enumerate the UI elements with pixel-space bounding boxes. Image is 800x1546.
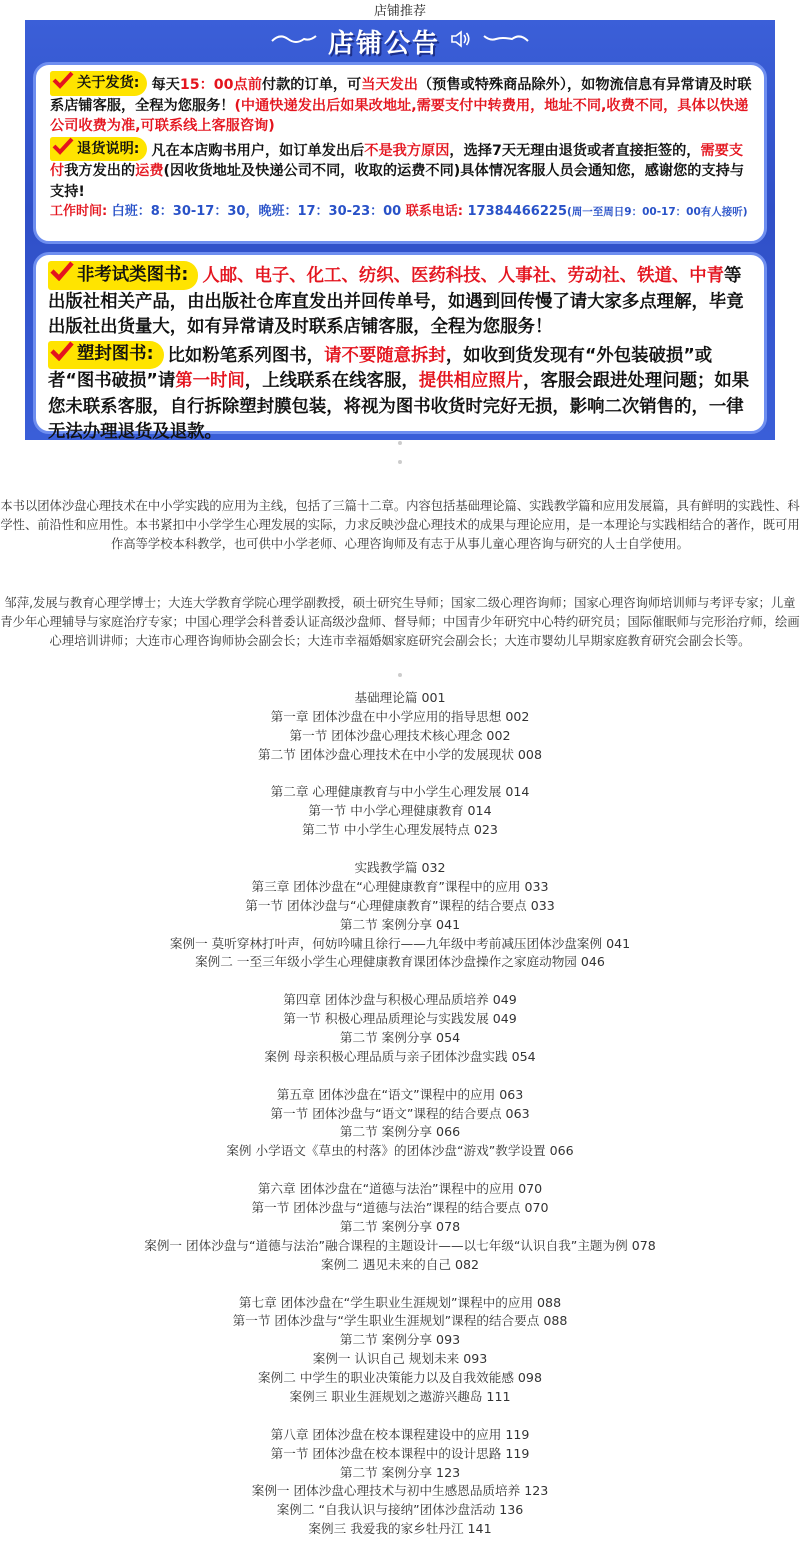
toc-entry: 第七章 团体沙盘在“学生职业生涯规划”课程中的应用 088: [238, 1294, 562, 1310]
toc-entry: 案例一 莫听穿林打叶声，何妨吟啸且徐行——九年级中考前减压团体沙盘案例 041: [169, 935, 631, 951]
check-icon: [50, 341, 74, 370]
swirl-ornament-icon: [482, 31, 530, 51]
toc-entry: 第一节 积极心理品质理论与实践发展 049: [283, 1011, 517, 1027]
books-notice-card: [33, 252, 767, 442]
work-time-line: 工作时间: 白班：8：30-17：30，晚班：17：30-23：00 联系电话: 17384466225(周一至周日9：00-17：00有人接听): [50, 204, 748, 219]
check-icon: [52, 71, 74, 96]
toc-entry: 案例二 中学生的职业决策能力以及自我效能感 098: [258, 1370, 542, 1386]
toc-entry: 第二节 案例分享 123: [339, 1464, 461, 1480]
toc-entry: 第二节 团体沙盘心理技术在中小学的发展现状 008: [258, 746, 542, 762]
separator-dot: [396, 664, 404, 683]
book-description: 本书以团体沙盘心理技术在中小学实践的应用为主线，包括了三篇十二章。内容包括基础理论篇、实践教学篇和应用发展篇，具有鲜明的实践性、科学性、前沿性和应用性。本书紧扣中小学学生心理发展的实际，力求反映沙盘心理技术的成果与理论应用，是一本理论与实践相结合的著作，既可用作高等学校本科教学，也可供中小学老师、心理咨询师及有志于从事儿童心理咨询与研究的人士自学使用。: [0, 499, 800, 551]
toc-entry: 案例一 团体沙盘心理技术与初中生感恩品质培养 123: [251, 1483, 549, 1499]
toc-entry: 第五章 团体沙盘在“语文”课程中的应用 063: [276, 1086, 524, 1102]
author-bio: 邹萍,发展与教育心理学博士；大连大学教育学院心理学副教授，硕士研究生导师；国家二级心理咨询师；国家心理咨询师培训师与考评专家；儿童青少年心理辅导与家庭治疗专家；中国心理学会科普委认证高级沙盘师、督导师；中国青少年研究中心特约研究员；国际催眠师与完形治疗师，绘画心理培训讲师；大连市心理咨询师协会副会长；大连市幸福婚姻家庭研究会副会长；大连市婴幼儿早期家庭教育研究会副会长等。: [0, 596, 800, 648]
toc-gap: [0, 1067, 800, 1086]
toc-entry: 实践教学篇 032: [354, 860, 446, 876]
toc-entry: 第四章 团体沙盘与积极心理品质培养 049: [283, 992, 517, 1008]
toc-entry: 第一节 团体沙盘与“学生职业生涯规划”课程的结合要点 088: [232, 1313, 568, 1329]
shop-notice-banner: [25, 20, 775, 440]
toc-entry: 第一节 团体沙盘在校本课程中的设计思路 119: [270, 1445, 530, 1461]
toc-entry: 案例二 一至三年级小学生心理健康教育课团体沙盘操作之家庭动物园 046: [195, 954, 605, 970]
toc-entry: 案例 小学语文《草虫的村落》的团体沙盘“游戏”教学设置 066: [226, 1143, 574, 1159]
banner-title-row: [25, 24, 775, 58]
shipping-notice-card: [33, 62, 767, 244]
toc-entry: 第一节 团体沙盘与“心理健康教育”课程的结合要点 033: [245, 897, 555, 913]
return-tag: 退货说明:: [50, 137, 147, 162]
toc-gap: [0, 1407, 800, 1426]
toc-entry: 第一节 团体沙盘与“语文”课程的结合要点 063: [270, 1105, 530, 1121]
toc-entry: 第一章 团体沙盘在中小学应用的指导思想 002: [270, 708, 530, 724]
toc-entry: 案例二 “自我认识与接纳”团体沙盘活动 136: [276, 1502, 524, 1518]
toc-gap: [0, 972, 800, 991]
check-icon: [52, 137, 74, 162]
toc-entry: 案例三 职业生涯规划之遨游兴趣岛 111: [289, 1388, 511, 1404]
toc-entry: 第三章 团体沙盘在“心理健康教育”课程中的应用 033: [251, 878, 549, 894]
separator-dots: [395, 440, 405, 470]
toc-entry: 案例一 团体沙盘与“道德与法治”融合课程的主题设计——以七年级“认识自我”主题为例 078: [144, 1237, 656, 1253]
toc-gap: [0, 765, 800, 784]
toc-entry: 第二节 案例分享 078: [339, 1218, 461, 1234]
speaker-icon: [450, 29, 472, 53]
toc-entry: 案例一 认识自己 规划未来 093: [312, 1351, 488, 1367]
toc-gap: [0, 840, 800, 859]
toc-gap: [0, 1161, 800, 1180]
check-icon: [50, 261, 74, 290]
toc-entry: 第一节 团体沙盘心理技术核心理念 002: [289, 727, 511, 743]
toc-entry: 第一节 中小学心理健康教育 014: [308, 803, 492, 819]
toc-entry: 第二节 案例分享 054: [339, 1030, 461, 1046]
banner-title: 店铺公告: [327, 28, 440, 59]
non-exam-tag: 非考试类图书:: [48, 261, 198, 290]
toc-entry: 第一节 团体沙盘与“道德与法治”课程的结合要点 070: [251, 1200, 549, 1216]
shop-recommend-heading: 店铺推荐: [373, 4, 426, 19]
toc-entry: 案例三 我爱我的家乡牡丹江 141: [308, 1521, 492, 1537]
shipping-notice: 关于发货: 每天15：00点前付款的订单，可当天发出（预售或特殊商品除外），如物流信息有异常请及时联系店铺客服，全程为您服务！(中通快递发出后如果改地址,需要支付中转费用，地址不同,收费不同，具体以快递公司收费为准,可联系线上客服咨询): [50, 71, 754, 137]
sealed-tag: 塑封图书:: [48, 341, 164, 370]
toc-entry: 第二节 案例分享 093: [339, 1332, 461, 1348]
return-notice: 退货说明: 凡在本店购书用户，如订单发出后不是我方原因，选择7天无理由退货或者直接拒签的，需要支付我方发出的运费(因收货地址及快递公司不同，收取的运费不同)具体情况客服人员会通知您，感谢您的支持与支持!: [50, 137, 754, 203]
toc-entry: 第二节 案例分享 041: [339, 916, 461, 932]
toc-entry: 案例二 遇见未来的自己 082: [321, 1256, 479, 1272]
table-of-contents: [0, 689, 800, 1539]
sealed-books-notice: 塑封图书: 比如粉笔系列图书，请不要随意拆封，如收到货发现有“外包装破损”或者“图书破损”请第一时间，上线联系在线客服，提供相应照片，客服会跟进处理问题；如果您未联系客服，自行拆除塑封膜包装，将视为图书收货时完好无损，影响二次销售的，一律无法办理退货及退款。: [48, 341, 756, 446]
toc-entry: 第二节 案例分享 066: [339, 1124, 461, 1140]
toc-entry: 基础理论篇 001: [354, 690, 446, 705]
shipping-tag: 关于发货:: [50, 71, 147, 96]
toc-entry: 第六章 团体沙盘在“道德与法治”课程中的应用 070: [257, 1181, 543, 1197]
toc-entry: 第八章 团体沙盘在校本课程建设中的应用 119: [270, 1426, 530, 1442]
swirl-ornament-icon: [270, 31, 318, 51]
toc-entry: 第二章 心理健康教育与中小学生心理发展 014: [270, 784, 530, 800]
non-exam-books-notice: 非考试类图书: 人邮、电子、化工、纺织、医药科技、人事社、劳动社、铁道、中青等出版社相关产品，由出版社仓库直发出并回传单号，如遇到回传慢了请大家多点理解，毕竟出版社出货量大，如有异常请及时联系店铺客服，全程为您服务！: [48, 261, 756, 341]
toc-entry: 第二节 中小学生心理发展特点 023: [302, 822, 498, 838]
toc-gap: [0, 1275, 800, 1294]
toc-entry: 案例 母亲积极心理品质与亲子团体沙盘实践 054: [264, 1048, 536, 1064]
